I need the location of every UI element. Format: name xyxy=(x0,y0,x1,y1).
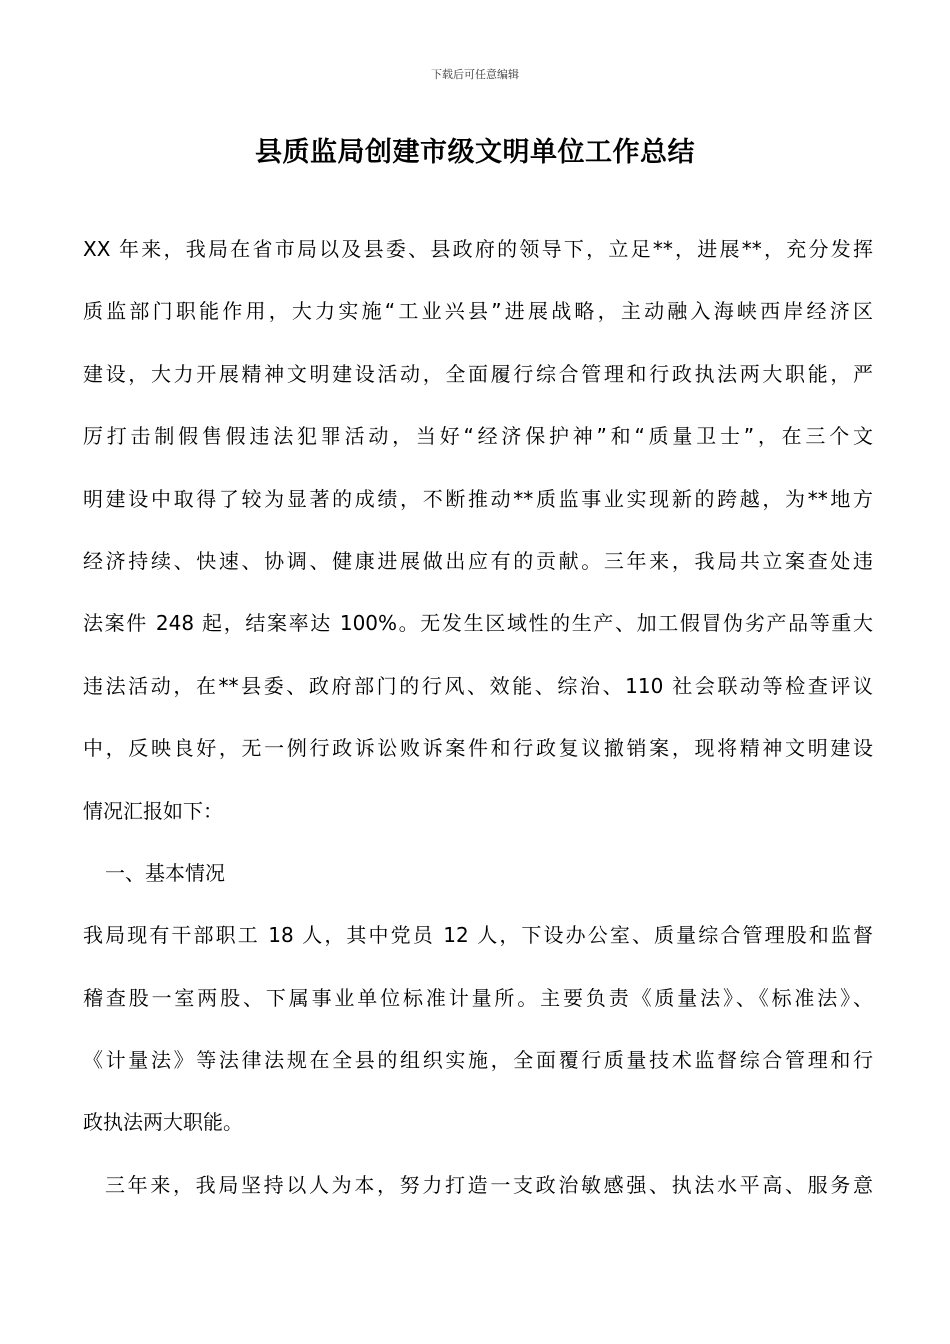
text-line: 情况汇报如下： xyxy=(83,798,223,823)
text-line: 法案件 248 起，结案率达 100%。无发生区域性的生产、加工假冒伪劣产品等重大 xyxy=(83,611,873,636)
text-line: 质监部门职能作用，大力实施“工业兴县”进展战略，主动融入海峡西岸经济区 xyxy=(83,299,873,324)
text-line: 建设，大力开展精神文明建设活动，全面履行综合管理和行政执法两大职能，严 xyxy=(83,361,873,386)
text-line: 违法活动，在**县委、政府部门的行风、效能、综治、110 社会联动等检查评议 xyxy=(83,673,873,698)
document-body xyxy=(83,218,873,1216)
text-line: 我局现有干部职工 18 人，其中党员 12 人，下设办公室、质量综合管理股和监督 xyxy=(83,923,873,948)
text-line: 经济持续、快速、协调、健康进展做出应有的贡献。三年来，我局共立案查处违 xyxy=(83,548,873,573)
text-line: 明建设中取得了较为显著的成绩，不断推动**质监事业实现新的跨越，为**地方 xyxy=(83,486,873,511)
section-heading: 一、基本情况 xyxy=(105,860,225,885)
text-line: 厉打击制假售假违法犯罪活动，当好“经济保护神”和“质量卫士”，在三个文 xyxy=(83,424,873,449)
text-line: 中，反映良好，无一例行政诉讼败诉案件和行政复议撤销案，现将精神文明建设 xyxy=(83,736,873,761)
text-line: 政执法两大职能。 xyxy=(83,1110,243,1135)
header-note: 下载后可任意编辑 xyxy=(431,68,519,81)
text-line: XX 年来，我局在省市局以及县委、县政府的领导下，立足**，进展**，充分发挥 xyxy=(83,237,873,261)
text-line: 稽查股一室两股、下属事业单位标准计量所。主要负责《质量法》、《标准法》、 xyxy=(83,985,873,1010)
text-line: 三年来，我局坚持以人为本，努力打造一支政治敏感强、执法水平高、服务意 xyxy=(105,1172,873,1197)
text-line: 《计量法》等法律法规在全县的组织实施，全面覆行质量技术监督综合管理和行 xyxy=(83,1048,873,1073)
document-title: 县质监局创建市级文明单位工作总结 xyxy=(255,137,695,168)
